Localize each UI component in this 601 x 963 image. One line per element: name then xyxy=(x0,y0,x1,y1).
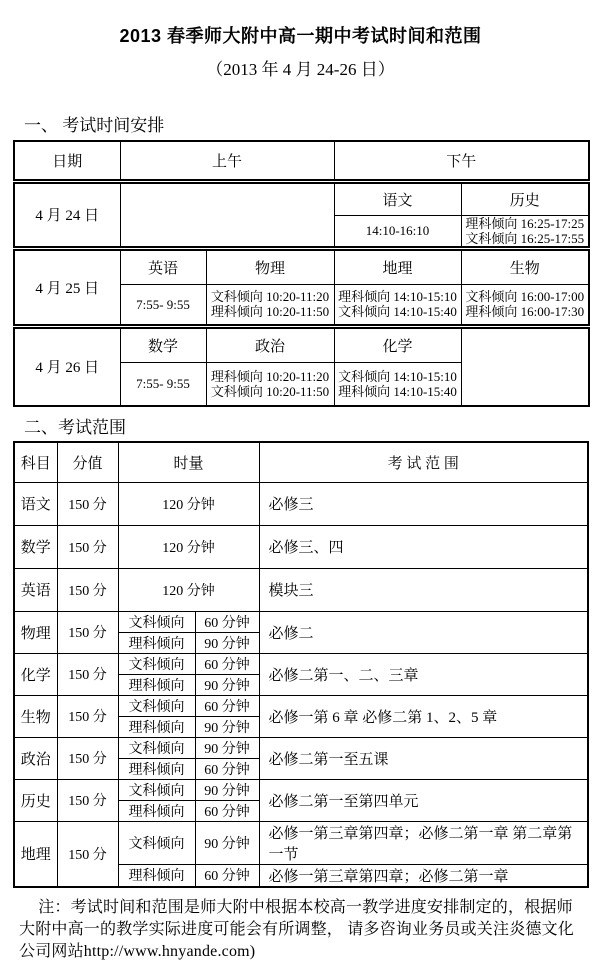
scope-cell: 必修一第 6 章 必修二第 1、2、5 章 xyxy=(259,695,588,737)
time-cell-politics xyxy=(206,362,334,406)
scope-cell: 必修二第一至第四单元 xyxy=(259,779,588,821)
duration-cell: 120 分钟 xyxy=(118,482,259,525)
exam-schedule-table xyxy=(13,140,590,407)
exam-scope-table xyxy=(13,441,589,888)
duration-cell-science: 60 分钟 xyxy=(195,864,259,887)
footer-note: 注：考试时间和范围是师大附中根据本校高一教学进度安排制定的，根据师大附中高一的教学实际进度可能会有所调整， 请多咨询业务员或关注炎德文化公司网站http://www.hnyande.com) xyxy=(19,898,575,960)
subject-cell-chemistry: 化学 xyxy=(334,326,461,362)
score-cell: 150 分 xyxy=(57,568,118,611)
geography-time-science: 理科倾向 14:10-15:10 xyxy=(338,289,457,304)
scope-header-score: 分值 xyxy=(57,442,118,482)
duration-cell-science: 60 分钟 xyxy=(195,758,259,779)
score-cell: 150 分 xyxy=(57,482,118,525)
track-label-arts: 文科倾向 xyxy=(118,779,195,800)
scope-header-scope: 考 试 范 围 xyxy=(259,442,588,482)
duration-cell: 120 分钟 xyxy=(118,525,259,568)
date-cell-apr24: 4 月 24 日 xyxy=(14,181,120,248)
table-row xyxy=(14,568,588,611)
scope-header-duration: 时量 xyxy=(118,442,259,482)
duration-cell-science: 90 分钟 xyxy=(195,716,259,737)
politics-time-science: 理科倾向 10:20-11:20 xyxy=(210,368,330,384)
table-row xyxy=(14,737,588,758)
scope-cell-science: 必修一第三章第四章；必修二第一章 xyxy=(259,864,588,887)
chemistry-time-science: 理科倾向 14:10-15:40 xyxy=(338,383,457,399)
duration-cell-arts: 90 分钟 xyxy=(195,779,259,800)
subject-cell: 历史 xyxy=(14,779,57,821)
history-time-science: 理科倾向 16:25-17:25 xyxy=(465,215,585,231)
duration-cell-science: 60 分钟 xyxy=(195,800,259,821)
track-label-science: 理科倾向 xyxy=(118,758,195,779)
score-cell: 150 分 xyxy=(57,653,118,695)
table-row xyxy=(14,611,588,632)
subject-cell-physics: 物理 xyxy=(206,248,334,284)
track-label-science: 理科倾向 xyxy=(118,632,195,653)
page-subtitle: （2013 年 4 月 24-26 日） xyxy=(206,60,395,79)
track-label-science: 理科倾向 xyxy=(118,716,195,737)
scope-cell: 模块三 xyxy=(259,568,588,611)
schedule-header-morning: 上午 xyxy=(120,141,334,181)
scope-cell: 必修三 xyxy=(259,482,588,525)
table-row xyxy=(14,482,588,525)
table-row xyxy=(14,779,588,800)
scope-header-subject: 科目 xyxy=(14,442,57,482)
track-label-science: 理科倾向 xyxy=(118,674,195,695)
time-cell-chinese: 14:10-16:10 xyxy=(334,215,461,248)
track-label-arts: 文科倾向 xyxy=(118,821,195,864)
scope-cell: 必修三、四 xyxy=(259,525,588,568)
scope-cell: 必修二第一至五课 xyxy=(259,737,588,779)
score-cell: 150 分 xyxy=(57,525,118,568)
duration-cell-arts: 60 分钟 xyxy=(195,653,259,674)
track-label-science: 理科倾向 xyxy=(118,800,195,821)
duration-cell-arts: 60 分钟 xyxy=(195,611,259,632)
subject-cell: 政治 xyxy=(14,737,57,779)
track-label-arts: 文科倾向 xyxy=(118,737,195,758)
time-cell-history xyxy=(461,215,589,248)
date-cell-apr25: 4 月 25 日 xyxy=(14,248,120,326)
scope-cell-arts: 必修一第三章第四章；必修二第一章 第二章第一节 xyxy=(259,821,588,864)
chemistry-time-arts: 文科倾向 14:10-15:10 xyxy=(338,368,457,384)
scope-cell: 必修二 xyxy=(259,611,588,653)
duration-cell: 120 分钟 xyxy=(118,568,259,611)
score-cell: 150 分 xyxy=(57,821,118,887)
track-label-arts: 文科倾向 xyxy=(118,695,195,716)
biology-time-science: 理科倾向 16:00-17:30 xyxy=(465,304,585,319)
score-cell: 150 分 xyxy=(57,779,118,821)
biology-time-arts: 文科倾向 16:00-17:00 xyxy=(465,289,585,304)
subject-cell: 生物 xyxy=(14,695,57,737)
score-cell: 150 分 xyxy=(57,695,118,737)
table-row xyxy=(14,525,588,568)
time-cell-physics xyxy=(206,284,334,326)
subject-cell-english: 英语 xyxy=(120,248,206,284)
duration-cell-science: 90 分钟 xyxy=(195,632,259,653)
page-title: 2013 春季师大附中高一期中考试时间和范围 xyxy=(119,26,482,46)
track-label-arts: 文科倾向 xyxy=(118,653,195,674)
subject-cell: 化学 xyxy=(14,653,57,695)
score-cell: 150 分 xyxy=(57,737,118,779)
empty-afternoon-cell-apr26 xyxy=(461,326,589,406)
table-row xyxy=(14,695,588,716)
subject-cell-biology: 生物 xyxy=(461,248,589,284)
politics-time-arts: 文科倾向 10:20-11:50 xyxy=(210,383,330,399)
track-label-arts: 文科倾向 xyxy=(118,611,195,632)
section-heading-scope: 二、考试范围 xyxy=(24,418,126,437)
geography-time-arts: 文科倾向 14:10-15:40 xyxy=(338,304,457,319)
subject-cell: 物理 xyxy=(14,611,57,653)
score-cell: 150 分 xyxy=(57,611,118,653)
subject-cell: 英语 xyxy=(14,568,57,611)
subject-cell-chinese: 语文 xyxy=(334,181,461,215)
table-row xyxy=(14,653,588,674)
duration-cell-arts: 90 分钟 xyxy=(195,737,259,758)
schedule-header-afternoon: 下午 xyxy=(334,141,589,181)
time-cell-math: 7:55- 9:55 xyxy=(120,362,206,406)
section-heading-schedule: 一、 考试时间安排 xyxy=(24,116,165,135)
empty-morning-cell-apr24 xyxy=(120,181,334,248)
scope-cell: 必修二第一、二、三章 xyxy=(259,653,588,695)
subject-cell: 语文 xyxy=(14,482,57,525)
time-cell-chemistry xyxy=(334,362,461,406)
subject-cell-politics: 政治 xyxy=(206,326,334,362)
history-time-arts: 文科倾向 16:25-17:55 xyxy=(465,230,585,246)
subject-cell: 数学 xyxy=(14,525,57,568)
physics-time-science: 理科倾向 10:20-11:50 xyxy=(210,304,330,319)
duration-cell-arts: 90 分钟 xyxy=(195,821,259,864)
schedule-header-date: 日期 xyxy=(14,141,120,181)
table-row xyxy=(14,821,588,864)
time-cell-geography xyxy=(334,284,461,326)
subject-cell-history: 历史 xyxy=(461,181,589,215)
physics-time-arts: 文科倾向 10:20-11:20 xyxy=(210,289,330,304)
duration-cell-arts: 60 分钟 xyxy=(195,695,259,716)
time-cell-biology xyxy=(461,284,589,326)
date-cell-apr26: 4 月 26 日 xyxy=(14,326,120,406)
duration-cell-science: 90 分钟 xyxy=(195,674,259,695)
time-cell-english: 7:55- 9:55 xyxy=(120,284,206,326)
subject-cell: 地理 xyxy=(14,821,57,887)
track-label-science: 理科倾向 xyxy=(118,864,195,887)
subject-cell-geography: 地理 xyxy=(334,248,461,284)
subject-cell-math: 数学 xyxy=(120,326,206,362)
